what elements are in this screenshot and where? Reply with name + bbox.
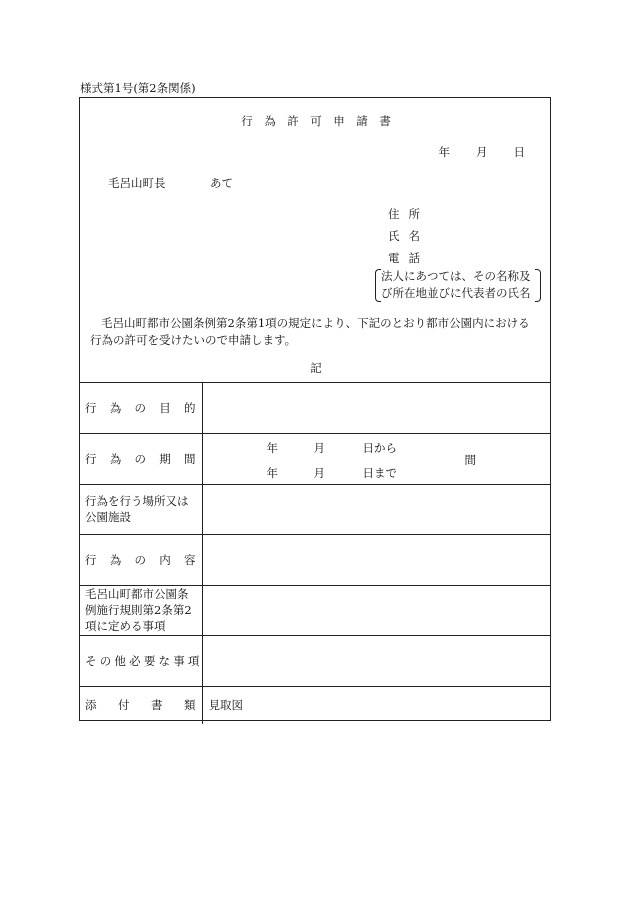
period-from-month: 月 xyxy=(313,440,325,455)
corp-note-line2: び所在地並びに代表者の氏名 xyxy=(381,285,531,300)
application-statement: 毛呂山町都市公園条例第2条第1項の規定により、下記のとおり都市公園内における行為の許可を受けたいので申請します。 xyxy=(90,316,530,347)
addressee-suffix: あて xyxy=(210,176,233,190)
table-row xyxy=(79,383,551,434)
date-month: 月 xyxy=(476,145,488,159)
applicant-name-label: 氏名 xyxy=(388,229,429,243)
purpose-label: 行 為 の 目 的 xyxy=(79,383,202,434)
period-duration: 間 xyxy=(464,452,476,467)
applicant-address-label: 住所 xyxy=(388,207,429,221)
bracket-left xyxy=(375,269,381,302)
table-row xyxy=(79,433,551,484)
period-from-year: 年 xyxy=(266,440,278,455)
application-form xyxy=(79,97,551,721)
purpose-value[interactable] xyxy=(202,383,551,434)
period-to-day: 日まで xyxy=(362,465,397,480)
period-label: 行 為 の 期 間 xyxy=(79,433,202,484)
content-label: 行 為 の 内 容 xyxy=(79,535,202,586)
table-row xyxy=(79,686,551,724)
place-label: 行為を行う場所又は公園施設 xyxy=(79,484,202,535)
form-number: 様式第1号(第2条関係) xyxy=(80,81,196,95)
form-title: 行 為 許 可 申 請 書 xyxy=(241,114,391,128)
ki-heading: 記 xyxy=(310,361,322,375)
table-row xyxy=(79,535,551,586)
date-year: 年 xyxy=(438,145,450,159)
corporation-note xyxy=(375,268,541,301)
attachment-label: 添 付 書 類 xyxy=(79,686,202,724)
corp-note-line1: 法人にあつては、その名称及 xyxy=(381,269,531,283)
other-value[interactable] xyxy=(202,636,551,687)
period-from-day: 日から xyxy=(362,440,397,455)
period-value[interactable] xyxy=(202,433,551,484)
bracket-right xyxy=(535,269,541,302)
applicant-tel-label: 電話 xyxy=(388,251,429,265)
table-row xyxy=(79,636,551,687)
period-to-year: 年 xyxy=(266,465,278,480)
period-to-month: 月 xyxy=(313,465,325,480)
addressee-name: 毛呂山町長 xyxy=(108,176,166,190)
application-date xyxy=(439,144,526,160)
place-value[interactable] xyxy=(202,484,551,535)
table-row xyxy=(79,484,551,535)
attachment-value[interactable]: 見取図 xyxy=(202,686,551,724)
rule-label: 毛呂山町都市公園条例施行規則第2条第2項に定める事項 xyxy=(79,585,202,636)
other-label: そ の 他 必 要 な 事 項 xyxy=(79,636,202,687)
content-value[interactable] xyxy=(202,535,551,586)
detail-table xyxy=(79,382,551,724)
table-row xyxy=(79,585,551,636)
date-day: 日 xyxy=(513,145,525,159)
rule-value[interactable] xyxy=(202,585,551,636)
